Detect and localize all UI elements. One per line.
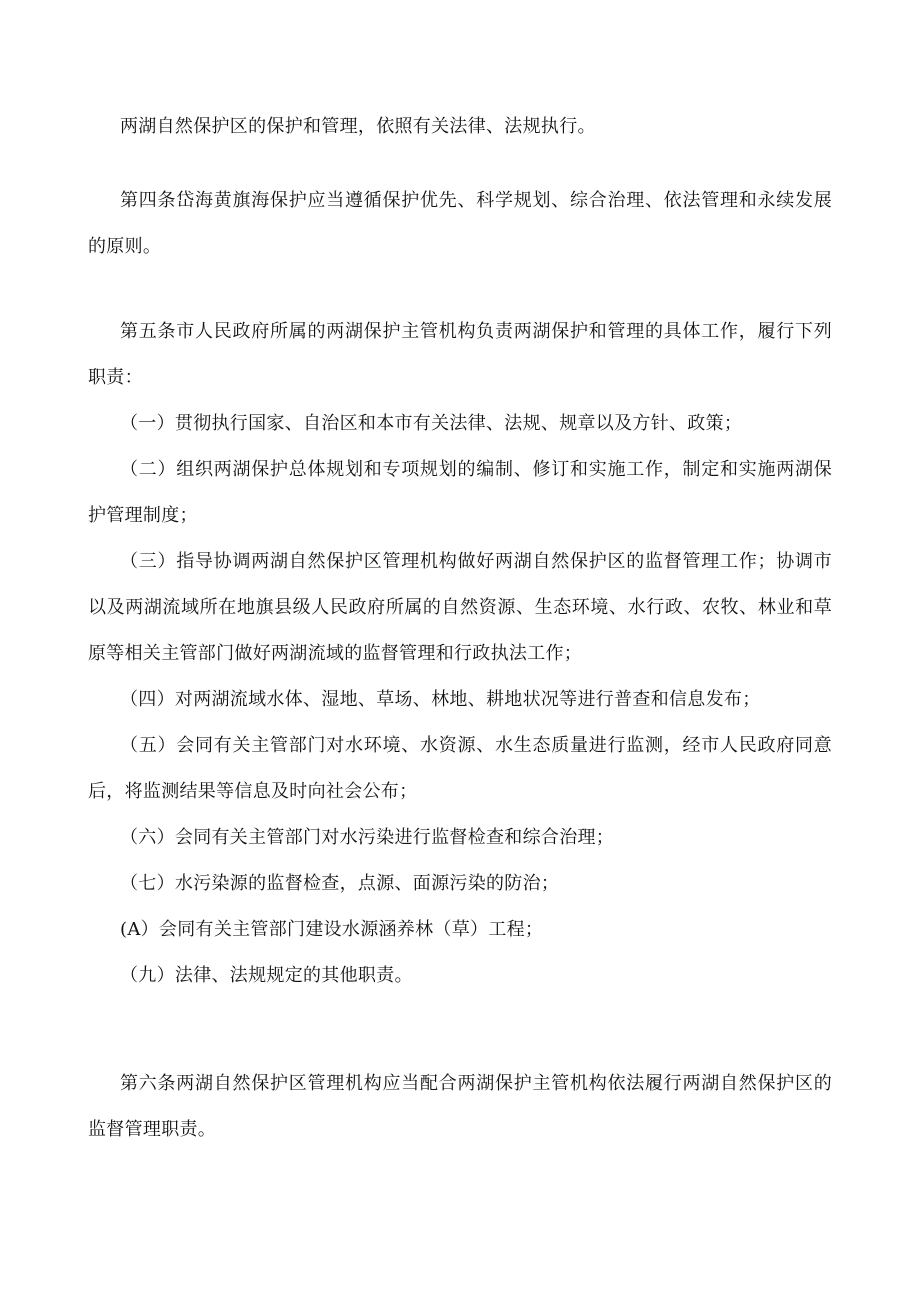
paragraph-article-6: 第六条两湖自然保护区管理机构应当配合两湖保护主管机构依法履行两湖自然保护区的监督管理职责。 bbox=[88, 1073, 832, 1140]
list-item-5: （五）会同有关主管部门对水环境、水资源、水生态质量进行监测，经市人民政府同意后，将监测结果等信息及时向社会公布； bbox=[88, 735, 832, 802]
list-item-9: （九）法律、法规规定的其他职责。 bbox=[120, 965, 413, 986]
list-item-3: （三）指导协调两湖自然保护区管理机构做好两湖自然保护区的监督管理工作；协调市以及两湖流域所在地旗县级人民政府所属的自然资源、生态环境、水行政、农牧、林业和草原等相关主管部门做好两湖流域的监督管理和行政执法工作； bbox=[88, 551, 832, 664]
list-item-4: （四）对两湖流域水体、湿地、草场、林地、耕地状况等进行普查和信息发布； bbox=[120, 689, 761, 710]
paragraph-intro: 两湖自然保护区的保护和管理，依照有关法律、法规执行。 bbox=[120, 116, 596, 137]
list-item-6: （六）会同有关主管部门对水污染进行监督检查和综合治理； bbox=[120, 827, 615, 848]
paragraph-article-4: 第四条岱海黄旗海保护应当遵循保护优先、科学规划、综合治理、依法管理和永续发展的原则。 bbox=[88, 190, 832, 257]
list-item-8: (A）会同有关主管部门建设水源涵养林（草）工程； bbox=[120, 919, 544, 940]
list-item-1: （一）贯彻执行国家、自治区和本市有关法律、法规、规章以及方针、政策； bbox=[120, 413, 743, 434]
list-item-2: （二）组织两湖保护总体规划和专项规划的编制、修订和实施工作，制定和实施两湖保护管理制度； bbox=[88, 459, 832, 526]
list-item-7: （七）水污染源的监督检查，点源、面源污染的防治； bbox=[120, 873, 560, 894]
paragraph-article-5: 第五条市人民政府所属的两湖保护主管机构负责两湖保护和管理的具体工作，履行下列职责： bbox=[88, 321, 832, 388]
